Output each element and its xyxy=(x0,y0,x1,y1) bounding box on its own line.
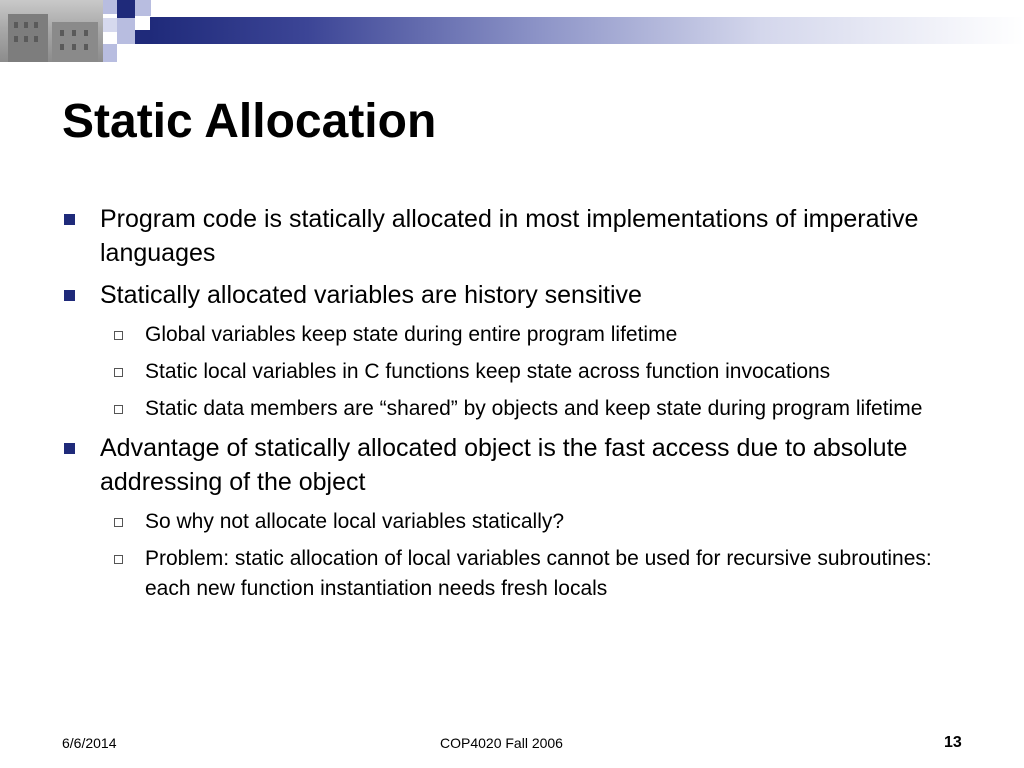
header-square xyxy=(135,0,151,16)
hollow-square-bullet-icon xyxy=(114,518,123,527)
sub-bullet-text: Static data members are “shared” by objects and keep state during program lifetime xyxy=(145,397,923,420)
bullet-text: Program code is statically allocated in most implementations of imperative languages xyxy=(100,205,919,267)
sub-bullet-text: So why not allocate local variables statically? xyxy=(145,510,565,533)
bullet-item xyxy=(62,431,972,499)
sub-bullet-item xyxy=(62,544,972,604)
slide-title: Static Allocation xyxy=(62,95,437,148)
square-bullet-icon xyxy=(64,290,75,301)
footer-date: 6/6/2014 xyxy=(62,735,117,751)
bullet-text: Statically allocated variables are history sensitive xyxy=(100,281,642,309)
hollow-square-bullet-icon xyxy=(114,331,123,340)
sub-bullet-item xyxy=(62,320,972,350)
header-square xyxy=(117,18,135,44)
sub-bullet-text: Problem: static allocation of local variables cannot be used for recursive subroutines: each new function instantiation needs fresh locals xyxy=(145,547,932,600)
square-bullet-icon xyxy=(64,443,75,454)
sub-bullet-text: Global variables keep state during entire program lifetime xyxy=(145,323,678,346)
bullet-item xyxy=(62,278,972,312)
header-square xyxy=(135,30,150,44)
sub-bullet-item xyxy=(62,357,972,387)
building-photo xyxy=(0,0,103,62)
header-square xyxy=(103,44,117,62)
page-number: 13 xyxy=(944,734,962,751)
hollow-square-bullet-icon xyxy=(114,368,123,377)
header-square xyxy=(103,18,117,32)
footer-course: COP4020 Fall 2006 xyxy=(440,735,563,751)
bullet-item xyxy=(62,202,972,270)
header-square xyxy=(117,0,135,18)
header-square xyxy=(103,0,117,14)
sub-bullet-text: Static local variables in C functions keep state across function invocations xyxy=(145,360,831,383)
sub-bullet-item xyxy=(62,507,972,537)
bullet-text: Advantage of statically allocated object is the fast access due to absolute addressing of the object xyxy=(100,434,908,496)
square-bullet-icon xyxy=(64,214,75,225)
slide-content xyxy=(62,202,972,611)
hollow-square-bullet-icon xyxy=(114,405,123,414)
header-gradient-bar xyxy=(150,17,1024,44)
hollow-square-bullet-icon xyxy=(114,555,123,564)
sub-bullet-item xyxy=(62,394,972,424)
